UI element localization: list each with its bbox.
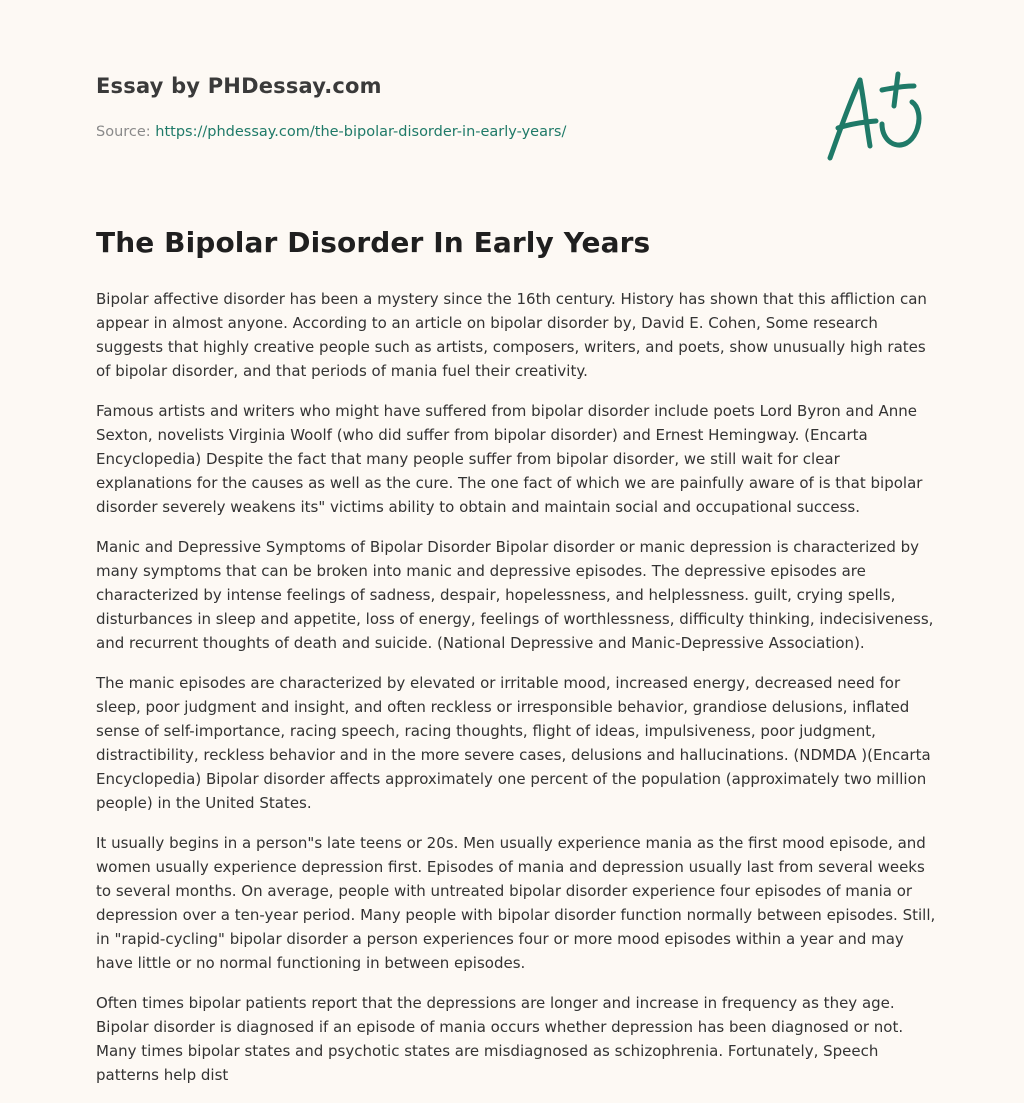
site-brand: Essay by PHDessay.com [96, 74, 382, 98]
source-link[interactable]: https://phdessay.com/the-bipolar-disorder-in-early-years/ [155, 124, 567, 140]
essay-paragraph: Often times bipolar patients report that the depressions are longer and increase in frequency as they age. Bipolar disorder is diagnosed if an episode of mania occurs whether depression has been diagnosed or not. Many times bipolar states and psychotic states are misdiagnosed as schizophrenia. Fortunately, Speech patterns help dist [96, 994, 904, 1084]
source-line [96, 124, 566, 140]
essay-paragraph: The manic episodes are characterized by elevated or irritable mood, increased energy, decreased need for sleep, poor judgment and insight, and often reckless or irresponsible behavior, grandiose delusions, inflated sense of self-importance, racing speech, racing thoughts, flight of ideas, impulsiveness, poor judgment, distractibility, reckless behavior and in the more severe cases, delusions and hallucinations. (NDMDA )(Encarta Encyclopedia) Bipolar disorder affects approximately one percent of the population (approximately two million people) in the United States. [96, 674, 931, 812]
essay-title: The Bipolar Disorder In Early Years [96, 226, 651, 259]
essay-paragraph: Famous artists and writers who might have suffered from bipolar disorder include poets Lord Byron and Anne Sexton, novelists Virginia Woolf (who did suffer from bipolar disorder) and Ernest Hemingway. (Encarta Encyclopedia) Despite the fact that many people suffer from bipolar disorder, we still wait for clear explanations for the causes as well as the cure. The one fact of which we are painfully aware of is that bipolar disorder severely weakens its" victims ability to obtain and maintain social and occupational success. [96, 402, 923, 516]
source-label: Source: [96, 124, 156, 140]
essay-paragraph: Bipolar affective disorder has been a mystery since the 16th century. History has shown that this affliction can appear in almost anyone. According to an article on bipolar disorder by, David E. Cohen, Some research suggests that highly creative people such as artists, composers, writers, and poets, show unusually high rates of bipolar disorder, and that periods of mania fuel their creativity. [96, 290, 927, 380]
essay-body [96, 287, 936, 1103]
essay-paragraph: Manic and Depressive Symptoms of Bipolar Disorder Bipolar disorder or manic depression is characterized by many symptoms that can be broken into manic and depressive episodes. The depressive episodes are characterized by intense feelings of sadness, despair, hopelessness, and helplessness. guilt, crying spells, disturbances in sleep and appetite, loss of energy, feelings of worthlessness, difficulty thinking, indecisiveness, and recurrent thoughts of death and suicide. (National Depressive and Manic-Depressive Association). [96, 538, 934, 652]
a-plus-logo-icon [820, 66, 930, 166]
essay-paragraph: It usually begins in a person"s late teens or 20s. Men usually experience mania as the first mood episode, and women usually experience depression first. Episodes of mania and depression usually last from several weeks to several months. On average, people with untreated bipolar disorder experience four episodes of mania or depression over a ten-year period. Many people with bipolar disorder function normally between episodes. Still, in "rapid-cycling" bipolar disorder a person experiences four or more mood episodes within a year and may have little or no normal functioning in between episodes. [96, 834, 936, 972]
